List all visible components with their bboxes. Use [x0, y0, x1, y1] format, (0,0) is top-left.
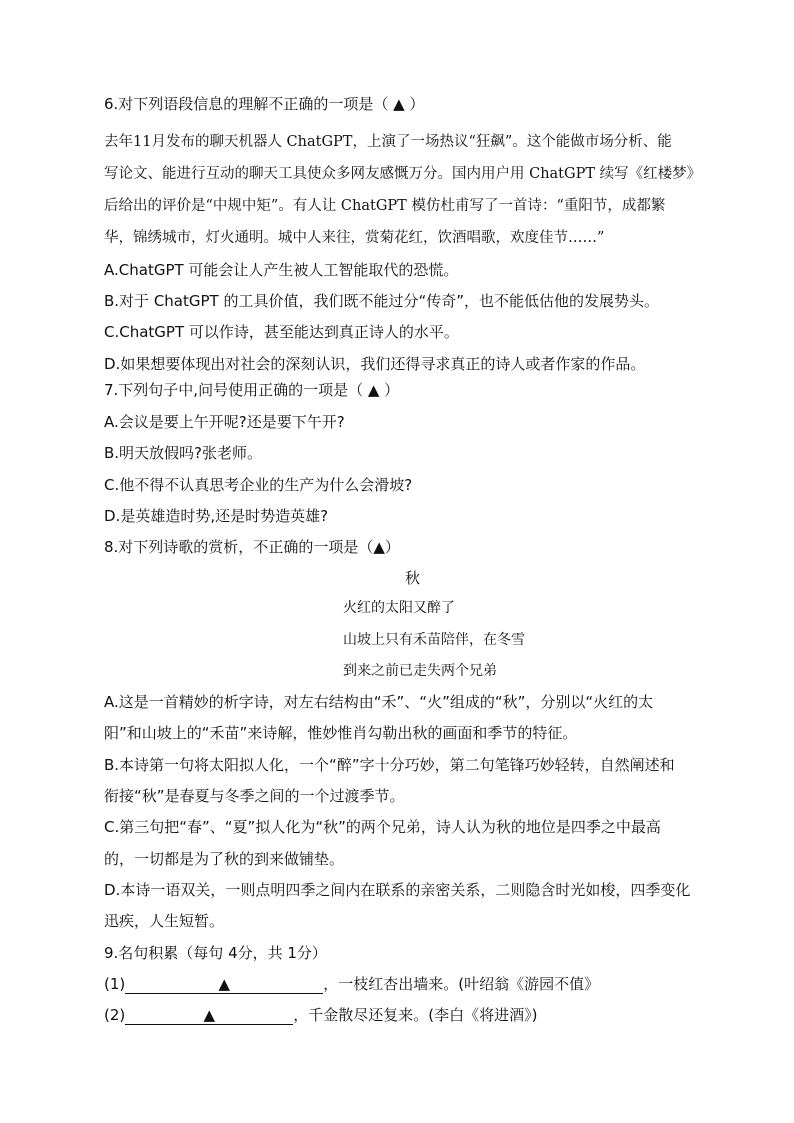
q7-option-a: A.会议是要上午开呢?还是要下午开?	[104, 413, 345, 431]
q8-option-d-line-2: 迅疾，人生短暂。	[104, 912, 225, 930]
q6-option-c: C.ChatGPT 可以作诗，甚至能达到真正诗人的水平。	[104, 323, 459, 341]
q9-item-1-blank-mark: ▲	[218, 975, 231, 993]
q7-option-b: B.明天放假吗?张老师。	[104, 444, 263, 462]
q8-stem: 8.对下列诗歌的赏析，不正确的一项是（▲）	[104, 538, 400, 556]
q6-stem: 6.对下列语段信息的理解不正确的一项是（ ▲ ）	[104, 95, 425, 113]
poem-title: 秋	[405, 569, 421, 587]
q8-option-a-line-2: 阳”和山坡上的“禾苗”来诗解，惟妙惟肖勾勒出秋的画面和季节的特征。	[104, 724, 578, 742]
q8-option-b-line-2: 衔接“秋”是春夏与冬季之间的一个过渡季节。	[104, 787, 405, 805]
q6-passage-line-3: 后给出的评价是“中规中矩”。有人让 ChatGPT 模仿杜甫写了一首诗：“重阳节，成都繁	[104, 198, 666, 214]
q8-option-b-line-1: B.本诗第一句将太阳拟人化，一个“醉”字十分巧妙，第二句笔锋巧妙轻转，自然阐述和	[104, 756, 675, 774]
q9-item-1-answer-blank[interactable]	[125, 976, 323, 994]
q7-option-d: D.是英雄造时势,还是时势造英雄?	[104, 507, 329, 525]
q9-item-2-number: (2)	[104, 1006, 126, 1024]
q6-passage-line-4: 华，锦绣城市，灯火通明。城中人来往，赏菊花红，饮酒唱歌，欢度佳节……”	[104, 230, 605, 246]
q6-option-d: D.如果想要体现出对社会的深刻认识，我们还得寻求真正的诗人或者作家的作品。	[104, 355, 646, 373]
q6-passage-line-1: 去年11月发布的聊天机器人 ChatGPT，上演了一场热议“狂飙”。这个能做市场分析、能	[104, 134, 672, 150]
q9-item-1-number: (1)	[104, 975, 126, 993]
q6-option-b: B.对于 ChatGPT 的工具价值，我们既不能过分“传奇”，也不能低估他的发展势头。	[104, 292, 660, 310]
q8-option-d-line-1: D.本诗一语双关，一则点明四季之间内在联系的亲密关系，二则隐含时光如梭，四季变化	[104, 881, 691, 899]
q8-option-c-line-2: 的，一切都是为了秋的到来做铺垫。	[104, 850, 345, 868]
q9-item-2-tail: ，千金散尽还复来。(李白《将进酒》)	[293, 1006, 538, 1024]
q9-item-1-tail: ，一枝红杏出墙来。(叶绍翁《游园不值》	[323, 975, 600, 993]
q6-option-a: A.ChatGPT 可能会让人产生被人工智能取代的恐慌。	[104, 261, 459, 279]
q8-option-c-line-1: C.第三句把“春”、“夏”拟人化为“秋”的两个兄弟，诗人认为秋的地位是四季之中最高	[104, 818, 661, 836]
q9-item-2-blank-mark: ▲	[203, 1006, 216, 1024]
q9-item-1	[104, 974, 599, 994]
q9-stem: 9.名句积累（每句 4分，共 1分）	[104, 944, 327, 962]
q7-option-c: C.他不得不认真思考企业的生产为什么会滑坡?	[104, 476, 413, 494]
q6-passage-line-2: 写论文、能进行互动的聊天工具使众多网友感慨万分。国内用户用 ChatGPT 续写《红楼梦》	[104, 166, 702, 182]
q9-item-2-answer-blank[interactable]	[125, 1007, 293, 1025]
q8-option-a-line-1: A.这是一首精妙的析字诗，对左右结构由“禾”、“火”组成的“秋”，分别以“火红的太	[104, 693, 654, 711]
poem-line-2: 山坡上只有禾苗陪伴，在冬雪	[343, 632, 525, 648]
q9-item-2	[104, 1005, 537, 1025]
poem-line-1: 火红的太阳又醉了	[343, 600, 455, 616]
poem-line-3: 到来之前已走失两个兄弟	[343, 663, 497, 679]
q7-stem: 7.下列句子中,问号使用正确的一项是（ ▲ ）	[104, 381, 400, 399]
